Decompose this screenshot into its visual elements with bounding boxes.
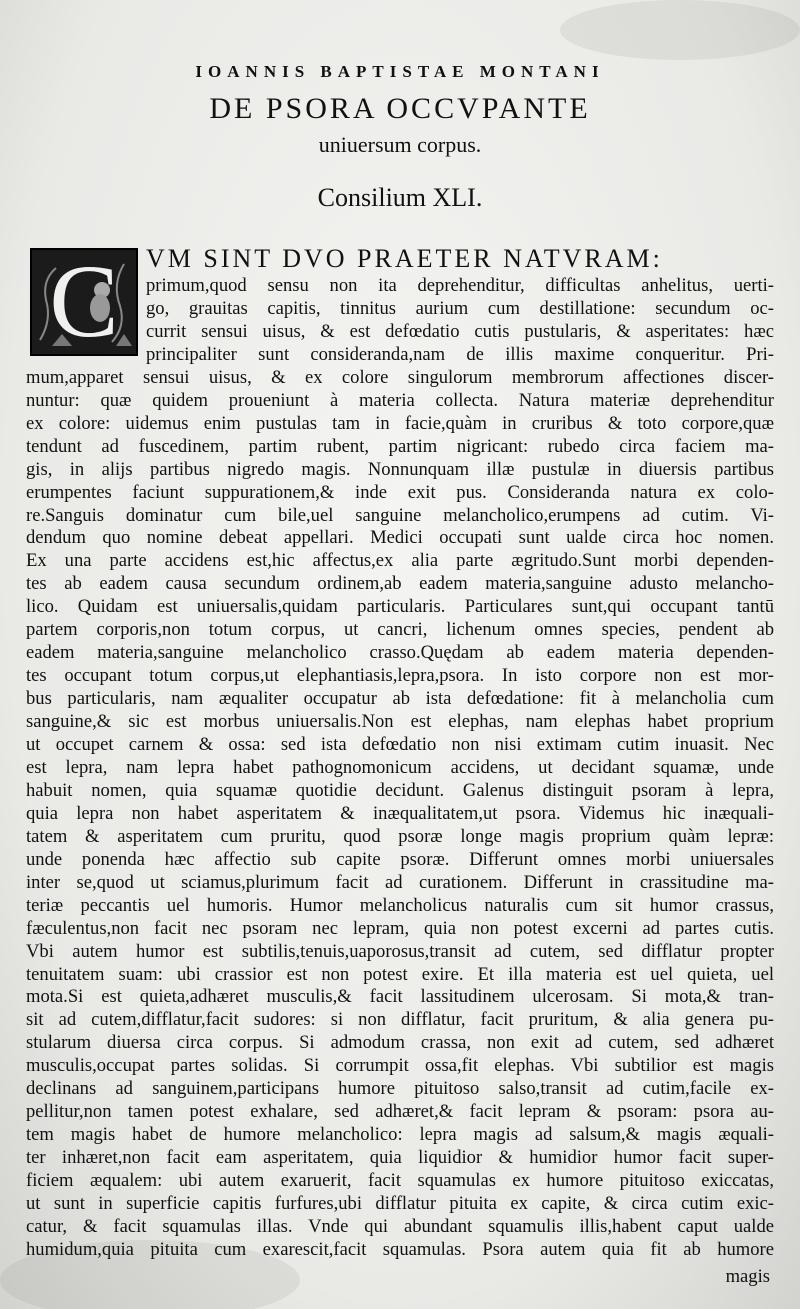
text-line: bus particularis, nam æqualiter occupatur ab ista defœdatione: fit à melancholia cum <box>26 688 774 710</box>
running-head: IOANNIS BAPTISTAE MONTANI <box>195 62 605 81</box>
consilium-heading: Consilium XLI. <box>317 183 483 212</box>
catchword: magis <box>725 1266 770 1287</box>
text-line: fæculentus,non facit nec psoram nec lepram, quia non potest excerni ad partes cutis. <box>26 917 774 939</box>
text-line: currit sensui uisus, & est defœdatio cutis pustularis, & asperitates: hæc <box>146 320 774 342</box>
text-line: tendunt ad fuscedinem, partim rubent, partim nigricant: rubedo circa faciem ma- <box>26 435 774 457</box>
text-line: sit ad cutem,difflatur,facit sudores: si non difflatur, facit pruritum, & alia genera pu- <box>26 1009 774 1031</box>
text-line: tatem & asperitatem cum pruritu, quod psoræ longe magis proprium quàm lepræ: <box>26 825 774 847</box>
text-line: primum,quod sensu non ita deprehenditur, difficultas anhelitus, uerti- <box>146 275 774 296</box>
text-line: teriæ peccantis uel humoris. Humor melancholicus naturalis cum sit humor crassus, <box>26 894 774 916</box>
text-line: Vbi autem humor est subtilis,tenuis,uaporosus,transit ad cutem, sed difflatur propter <box>26 940 774 962</box>
text-line: ut occupet carnem & ossa: sed ista defœdatio non nisi extimam cutim inuasit. Nec <box>26 734 774 755</box>
opening-line: VM SINT DVO PRAETER NATVRAM: <box>146 244 663 273</box>
text-line: habuit nomen, quia squamæ quotidie decidunt. Galenus distinguit psoram à lepra, <box>26 779 774 801</box>
text-line: principaliter sunt consideranda,nam de illis maxime conqueritur. Pri- <box>146 343 774 365</box>
chapter-title: DE PSORA OCCVPANTE <box>209 92 591 125</box>
text-line: tenuitatem suam: ubi crassior est non potest exire. Et illa materia est uel quieta, uel <box>26 963 774 985</box>
chapter-subtitle: uniuersum corpus. <box>318 132 482 157</box>
text-line: stularum diuersa circa corpus. Si admodum crassa, non exit ad cutem, sed adhæret <box>26 1032 774 1054</box>
text-line: partem corporis,non totum corpus, ut cancri, lichenum omnes species, pendent ab <box>26 619 774 641</box>
text-line: Ex una parte accidens est,hic affectus,ex alia parte ægritudo.Sunt morbi dependen- <box>26 550 774 572</box>
text-line: sanguine,& sic est morbus uniuersalis.Non est elephas, nam elephas habet proprium <box>26 711 774 733</box>
text-line: mum,apparet sensui uisus, & ex colore singulorum membrorum affectiones discer- <box>26 366 774 388</box>
text-line: ex colore: uidemus enim pustulas tam in facie,quàm in cruribus & toto corpore,quæ <box>26 412 774 434</box>
text-line: ficiem æqualem: ubi autem exaruerit, facit squamulas ex humore pituitoso exiccatas, <box>26 1170 774 1192</box>
text-line: ut sunt in superficie capitis furfures,ubi difflatur pituita ex capite, & circa cutim exic- <box>26 1193 774 1214</box>
text-line: declinans ad sanguinem,participans humore pituitoso salso,transit ad cutim,facile ex- <box>26 1078 774 1100</box>
stain <box>560 0 800 60</box>
text-line: tem magis habet de humore melancholico: lepra magis ad salsum,& magis æquali- <box>26 1124 774 1146</box>
text-line: inter se,quod ut sciamus,plurimum facit ad curationem. Differunt in crassitudine ma- <box>26 871 774 893</box>
text-line: nuntur: quæ quidem proueniunt à materia collecta. Natura materiæ deprehenditur <box>26 389 774 411</box>
text-line: humidum,quia pituita cum exarescit,facit squamulas. Psora autem quia fit ab humore <box>26 1238 774 1260</box>
text-line: go, grauitas capitis, tinnitus aurium cum destillatione: secundum oc- <box>146 297 774 319</box>
text-line: tes ab eadem causa secundum ordinem,ab eadem materia,sanguine adusto melancho- <box>26 573 774 595</box>
text-line: quia lepra non habet asperitatem & inæqualitatem,ut psora. Videmus hic inæquali- <box>26 802 774 824</box>
text-line: gis, in alijs partibus nigredo magis. Nonnunquam illæ pustulæ in diuersis partibus <box>26 458 774 480</box>
text-line: pellitur,non tamen potest exhalare, sed adhæret,& facit lepram & psoram: psora au- <box>26 1101 774 1123</box>
text-line: est lepra, nam lepra habet pathognomonicum accidens, ut decidant squamæ, unde <box>26 756 774 778</box>
text-line: re.Sanguis dominatur cum bile,uel sanguine melancholico,erumpens ad cutim. Vi- <box>26 504 774 526</box>
text-line: ter inhæret,non facit eam asperitatem, quia liquidior & humidior humor facit super- <box>26 1147 774 1169</box>
text-line: eadem materia,sanguine melancholico crasso.Quędam ab eadem materia dependen- <box>26 642 774 664</box>
text-line: catur, & facit squamulas illas. Vnde qui abundant squamulis illis,habent caput ualde <box>26 1215 774 1237</box>
decorated-initial <box>30 244 138 359</box>
text-line: lico. Quidam est uniuersalis,quidam particularis. Particulares sunt,qui occupant tantū <box>26 596 774 618</box>
text-line: unde ponenda hæc affectio sub capite psoræ. Differunt omnes morbi uniuersales <box>26 848 774 870</box>
text-line: erumpentes faciunt suppurationem,& inde exit pus. Consideranda natura ex colo- <box>26 481 774 503</box>
text-line: musculis,occupat partes solidas. Si corrumpit ossa,fit elephas. Vbi subtilior est magis <box>26 1055 774 1077</box>
drop-cap-letter: C <box>49 244 119 359</box>
text-line: dendum quo nomine debeat appellari. Medici occupati sunt ualde circa hoc nomen. <box>26 527 774 549</box>
text-line: mota.Si est quieta,adhæret musculis,& facit lassitudinem ulcerosam. Si mota,& tran- <box>26 986 774 1008</box>
text-line: tes occupant totum corpus,ut elephantiasis,lepra,psora. In isto corpore non est mor- <box>26 665 774 687</box>
